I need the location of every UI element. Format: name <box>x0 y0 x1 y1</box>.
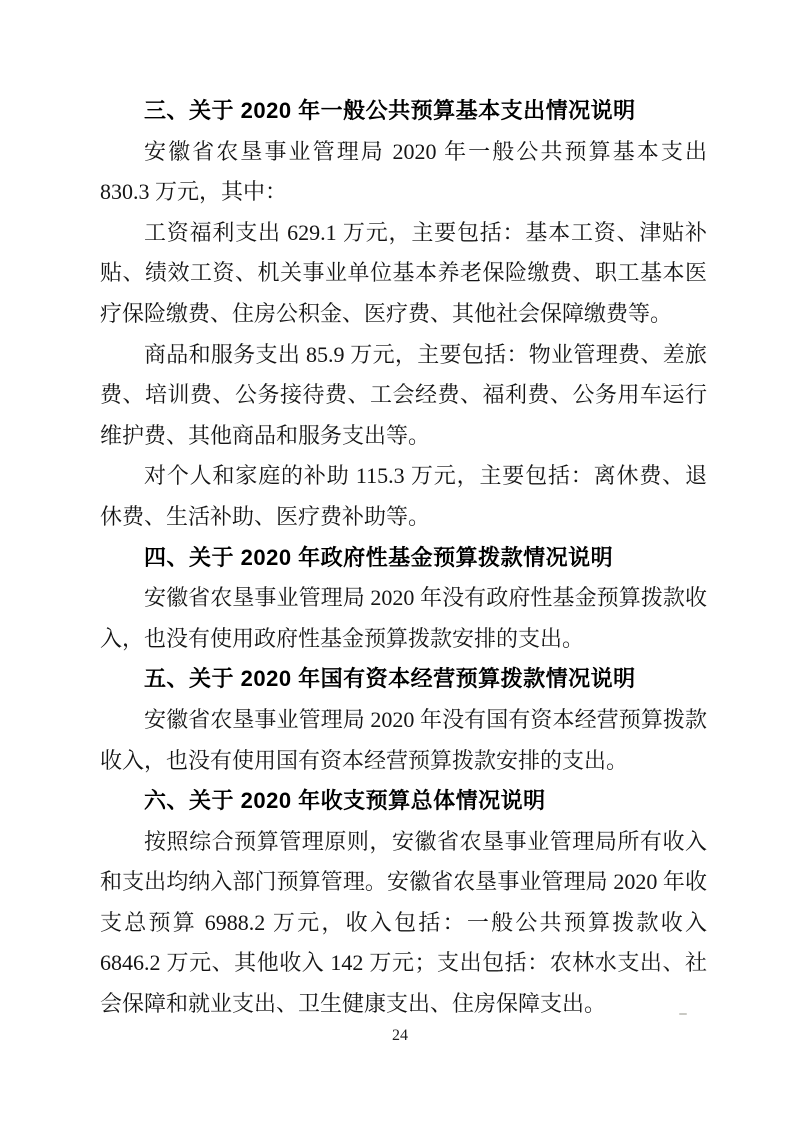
section-heading: 四、关于 2020 年政府性基金预算拨款情况说明 <box>144 544 614 570</box>
body-paragraph: 按照综合预算管理原则，安徽省农垦事业管理局所有收入和支出均纳入部门预算管理。安徽省农垦事业管理局 2020 年收支总预算 6988.2 万元，收入包括：一般公共预算拨款收入 6846.2 万元、其他收入 142 万元；支出包括：农林水支出、社会保障和就业支出、卫生健康支出、住房保障支出。 <box>100 828 707 1017</box>
section-heading: 五、关于 2020 年国有资本经营预算拨款情况说明 <box>144 666 636 692</box>
body-paragraph: 对个人和家庭的补助 115.3 万元，主要包括：离休费、退休费、生活补助、医疗费补助等。 <box>100 463 707 529</box>
body-paragraph: 安徽省农垦事业管理局 2020 年没有国有资本经营预算拨款收入，也没有使用国有资本经营预算拨款安排的支出。 <box>100 706 707 773</box>
scan-noise-speck <box>679 1013 687 1015</box>
page-footer <box>0 1027 800 1045</box>
body-paragraph: 安徽省农垦事业管理局 2020 年没有政府性基金预算拨款收入，也没有使用政府性基金预算拨款安排的支出。 <box>100 585 707 651</box>
page-number: 24 <box>392 1027 408 1044</box>
section-heading: 六、关于 2020 年收支预算总体情况说明 <box>144 788 546 814</box>
section-heading: 三、关于 2020 年一般公共预算基本支出情况说明 <box>144 98 636 123</box>
body-paragraph: 安徽省农垦事业管理局 2020 年一般公共预算基本支出 830.3 万元，其中： <box>100 138 707 205</box>
body-paragraph: 工资福利支出 629.1 万元，主要包括：基本工资、津贴补贴、绩效工资、机关事业单位基本养老保险缴费、职工基本医疗保险缴费、住房公积金、医疗费、其他社会保障缴费等。 <box>100 219 707 326</box>
body-paragraph: 商品和服务支出 85.9 万元，主要包括：物业管理费、差旅费、培训费、公务接待费、工会经费、福利费、公务用车运行维护费、其他商品和服务支出等。 <box>100 341 707 448</box>
document-body <box>100 91 707 1025</box>
